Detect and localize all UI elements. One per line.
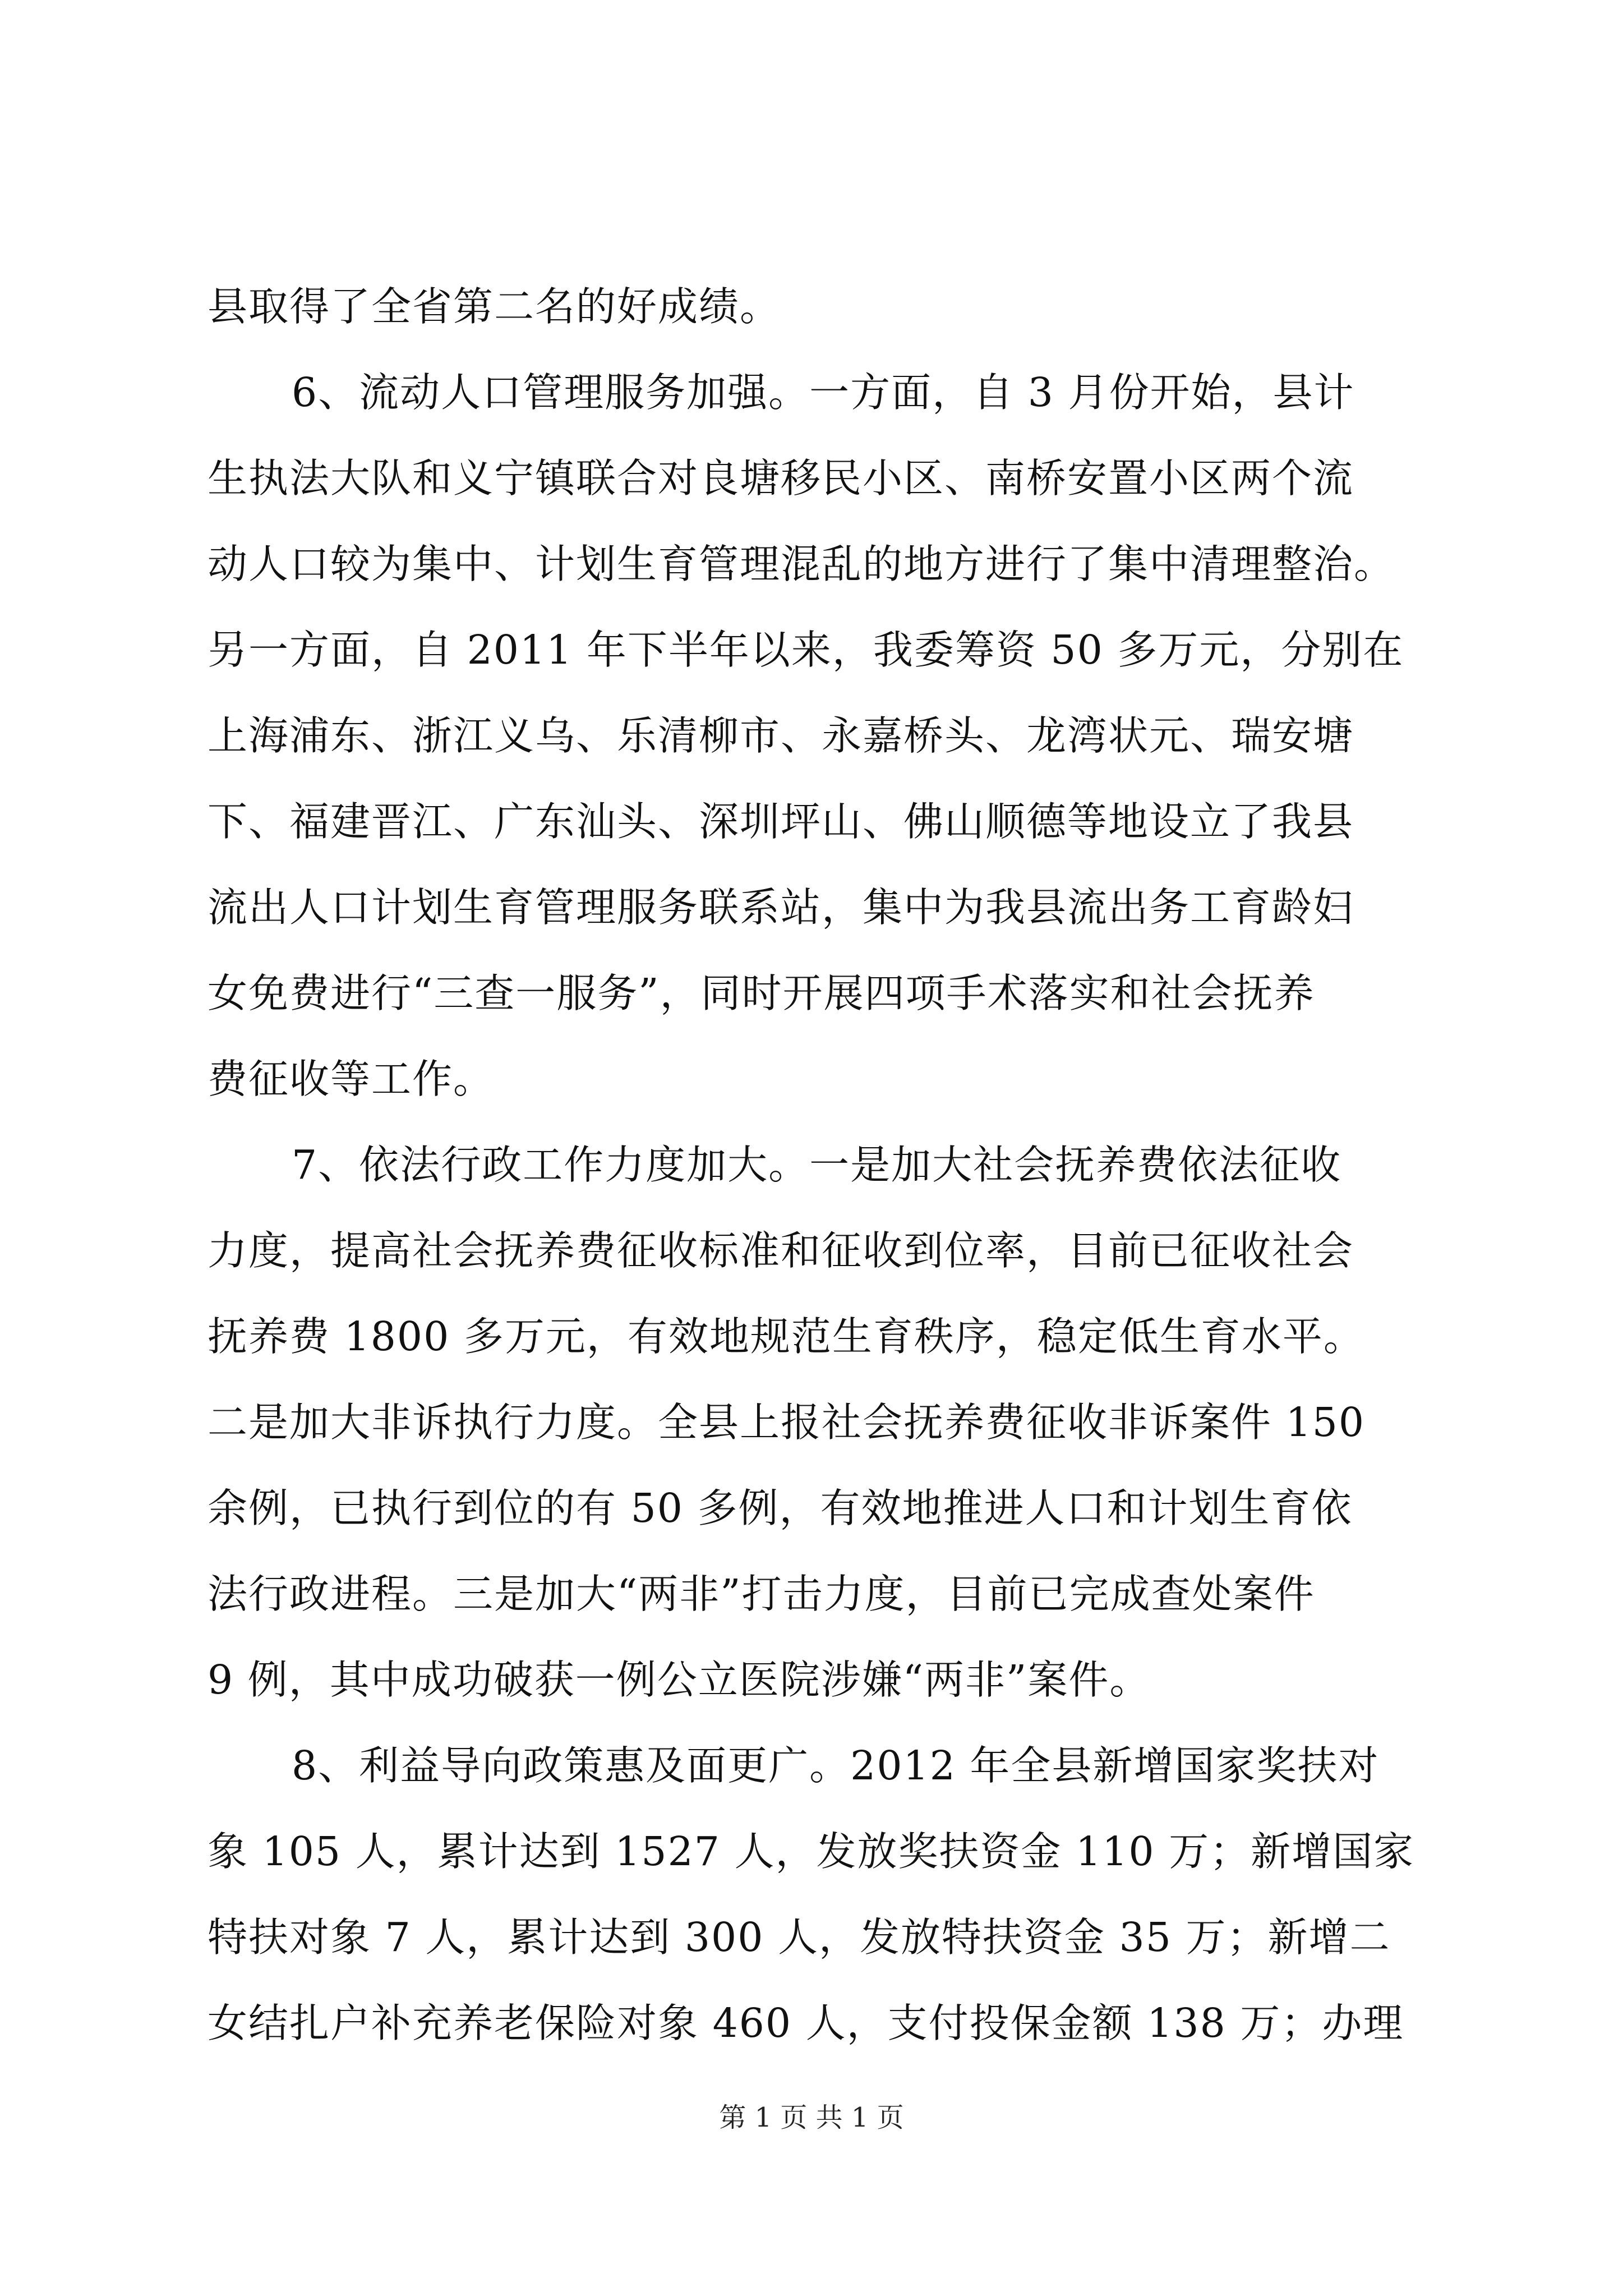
text-line: 下、福建晋江、广东汕头、深圳坪山、佛山顺德等地设立了我县 bbox=[208, 798, 1354, 845]
text-line: 动人口较为集中、计划生育管理混乱的地方进行了集中清理整治。 bbox=[208, 541, 1395, 587]
text-line: 另一方面，自 2011 年下半年以来，我委筹资 50 多万元，分别在 bbox=[208, 627, 1404, 673]
text-line: 二是加大非诉执行力度。全县上报社会抚养费征收非诉案件 150 bbox=[208, 1399, 1366, 1446]
text-line: 生执法大队和义宁镇联合对良塘移民小区、南桥安置小区两个流 bbox=[208, 455, 1354, 501]
text-line: 力度，提高社会抚养费征收标准和征收到位率，目前已征收社会 bbox=[208, 1227, 1354, 1274]
text-line: 上海浦东、浙江义乌、乐清柳市、永嘉桥头、龙湾状元、瑞安塘 bbox=[208, 712, 1354, 759]
text-line: 特扶对象 7 人，累计达到 300 人，发放特扶资金 35 万；新增二 bbox=[208, 1914, 1391, 1961]
text-line: 象 105 人，累计达到 1527 人，发放奖扶资金 110 万；新增国家 bbox=[208, 1828, 1415, 1875]
text-line: 县取得了全省第二名的好成绩。 bbox=[208, 283, 781, 330]
document-body bbox=[208, 264, 1424, 2066]
text-line: 9 例，其中成功破获一例公立医院涉嫌“两非”案件。 bbox=[208, 1657, 1151, 1703]
text-line: 6、流动人口管理服务加强。一方面，自 3 月份开始，县计 bbox=[292, 369, 1355, 416]
text-line: 抚养费 1800 多万元，有效地规范生育秩序，稳定低生育水平。 bbox=[208, 1313, 1364, 1360]
text-line: 女免费进行“三查一服务”，同时开展四项手术落实和社会抚养 bbox=[208, 970, 1315, 1016]
text-line: 费征收等工作。 bbox=[208, 1056, 495, 1102]
text-line: 7、依法行政工作力度加大。一是加大社会抚养费依法征收 bbox=[292, 1142, 1342, 1188]
page-footer: 第 1 页 共 1 页 bbox=[719, 2102, 904, 2133]
text-line: 女结扎户补充养老保险对象 460 人，支付投保金额 138 万；办理 bbox=[208, 2000, 1404, 2046]
text-line: 法行政进程。三是加大“两非”打击力度，目前已完成查处案件 bbox=[208, 1571, 1315, 1617]
text-line: 流出人口计划生育管理服务联系站，集中为我县流出务工育龄妇 bbox=[208, 884, 1354, 931]
text-line: 余例，已执行到位的有 50 多例，有效地推进人口和计划生育依 bbox=[208, 1485, 1353, 1531]
text-line: 8、利益导向政策惠及面更广。2012 年全县新增国家奖扶对 bbox=[292, 1742, 1380, 1789]
